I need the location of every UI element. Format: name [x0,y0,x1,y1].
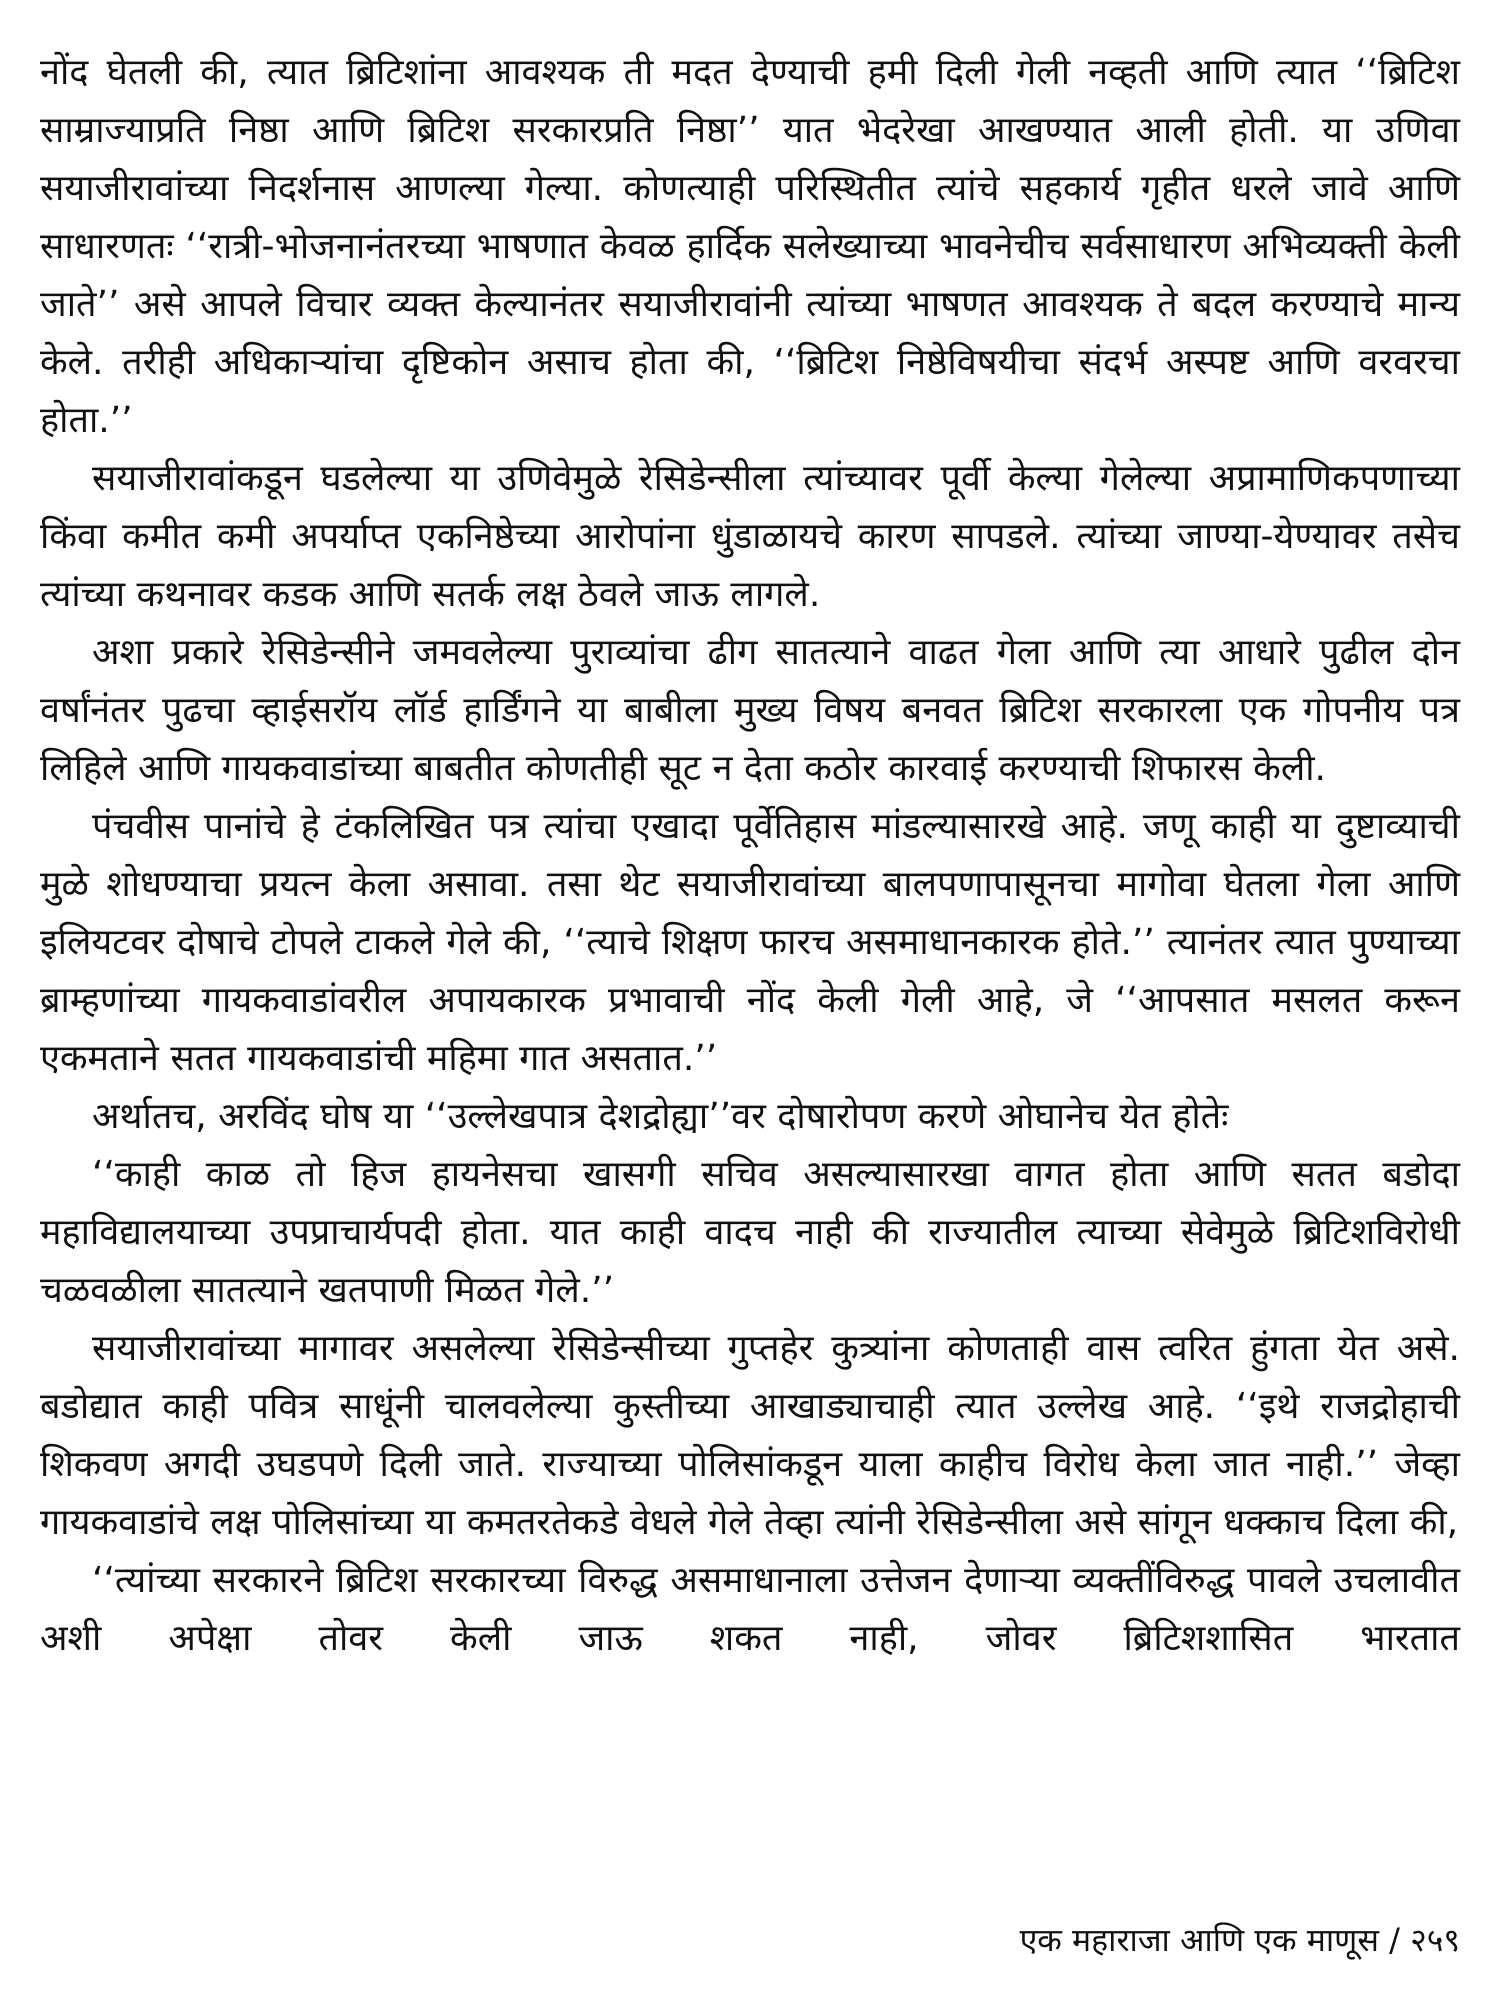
paragraph-6: सयाजीरावांच्या मागावर असलेल्या रेसिडेन्सीच्या गुप्तहेर कुत्र्यांना कोणताही वास त्वरित हुंगता येत असे. बडोद्यात काही पवित्र साधूंनी चालवलेल्या कुस्तीच्या आखाड्याचाही त्यात उल्लेख आहे. ‘‘इथे राजद्रोहाची शिकवण अगदी उघडपणे दिली जाते. राज्याच्या पोलिसांकडून याला काहीच विरोध केला जात नाही.’’ जेव्हा गायकवाडांचे लक्ष पोलिसांच्या या कमतरतेकडे वेधले गेले तेव्हा त्यांनी रेसिडेन्सीला असे सांगून धक्काच दिला की, [40,1328,1460,1543]
quote-paragraph-2: ‘‘त्यांच्या सरकारने ब्रिटिश सरकारच्या विरुद्ध असमाधानाला उत्तेजन देणाऱ्या व्यक्तींविरुद्ध पावले उचलावीत अशी अपेक्षा तोवर केली जाऊ शकत नाही, जोवर ब्रिटिशशासित भारतात [40,1560,1460,1659]
running-footer: एक महाराजा आणि एक माणूस / २५९ [1019,1921,1460,1959]
paragraph-5: अर्थातच, अरविंद घोष या ‘‘उल्लेखपात्र देशद्रोह्या’’वर दोषारोपण करणे ओघानेच येत होतेः [92,1096,1229,1137]
paragraph-4: पंचवीस पानांचे हे टंकलिखित पत्र त्यांचा एखादा पूर्वेतिहास मांडल्यासारखे आहे. जणू काही या दुष्टाव्याची मुळे शोधण्याचा प्रयत्न केला असावा. तसा थेट सयाजीरावांच्या बालपणापासूनचा मागोवा घेतला गेला आणि इलियटवर दोषाचे टोपले टाकले गेले की, ‘‘त्याचे शिक्षण फारच असमाधानकारक होते.’’ त्यानंतर त्यात पुण्याच्या ब्राम्हणांच्या गायकवाडांवरील अपायकारक प्रभावाची नोंद केली गेली आहे, जे ‘‘आपसात मसलत करून एकमताने सतत गायकवाडांची महिमा गात असतात.’’ [40,806,1460,1079]
paragraph-1: नोंद घेतली की, त्यात ब्रिटिशांना आवश्यक ती मदत देण्याची हमी दिली गेली नव्हती आणि त्यात ‘‘ब्रिटिश साम्राज्याप्रति निष्ठा आणि ब्रिटिश सरकारप्रति निष्ठा’’ यात भेदरेखा आखण्यात आली होती. या उणिवा सयाजीरावांच्या निदर्शनास आणल्या गेल्या. कोणत्याही परिस्थितीत त्यांचे सहकार्य गृहीत धरले जावे आणि साधारणतः ‘‘रात्री-भोजनानंतरच्या भाषणात केवळ हार्दिक सलेख्याच्या भावनेचीच सर्वसाधारण अभिव्यक्ती केली जाते’’ असे आपले विचार व्यक्त केल्यानंतर सयाजीरावांनी त्यांच्या भाषणत आवश्यक ते बदल करण्याचे मान्य केले. तरीही अधिकाऱ्यांचा दृष्टिकोन असाच होता की, ‘‘ब्रिटिश निष्ठेविषयीचा संदर्भ अस्पष्ट आणि वरवरचा होता.’’ [40,52,1460,441]
paragraph-3: अशा प्रकारे रेसिडेन्सीने जमवलेल्या पुराव्यांचा ढीग सातत्याने वाढत गेला आणि त्या आधारे पुढील दोन वर्षांनंतर पुढचा व्हाईसरॉय लॉर्ड हार्डिंगने या बाबीला मुख्य विषय बनवत ब्रिटिश सरकारला एक गोपनीय पत्र लिहिले आणि गायकवाडांच्या बाबतीत कोणतीही सूट न देता कठोर कारवाई करण्याची शिफारस केली. [40,632,1460,789]
paragraph-2: सयाजीरावांकडून घडलेल्या या उणिवेमुळे रेसिडेन्सीला त्यांच्यावर पूर्वी केल्या गेलेल्या अप्रामाणिकपणाच्या किंवा कमीत कमी अपर्याप्त एकनिष्ठेच्या आरोपांना धुंडाळायचे कारण सापडले. त्यांच्या जाण्या-येण्यावर तसेच त्यांच्या कथनावर कडक आणि सतर्क लक्ष ठेवले जाऊ लागले. [40,458,1460,615]
quote-paragraph-1: ‘‘काही काळ तो हिज हायनेसचा खासगी सचिव असल्यासारखा वागत होता आणि सतत बडोदा महाविद्यालयाच्या उपप्राचार्यपदी होता. यात काही वादच नाही की राज्यातील त्याच्या सेवेमुळे ब्रिटिशविरोधी चळवळीला सातत्याने खतपाणी मिळत गेले.’’ [40,1154,1460,1311]
page-body [40,44,1460,1914]
